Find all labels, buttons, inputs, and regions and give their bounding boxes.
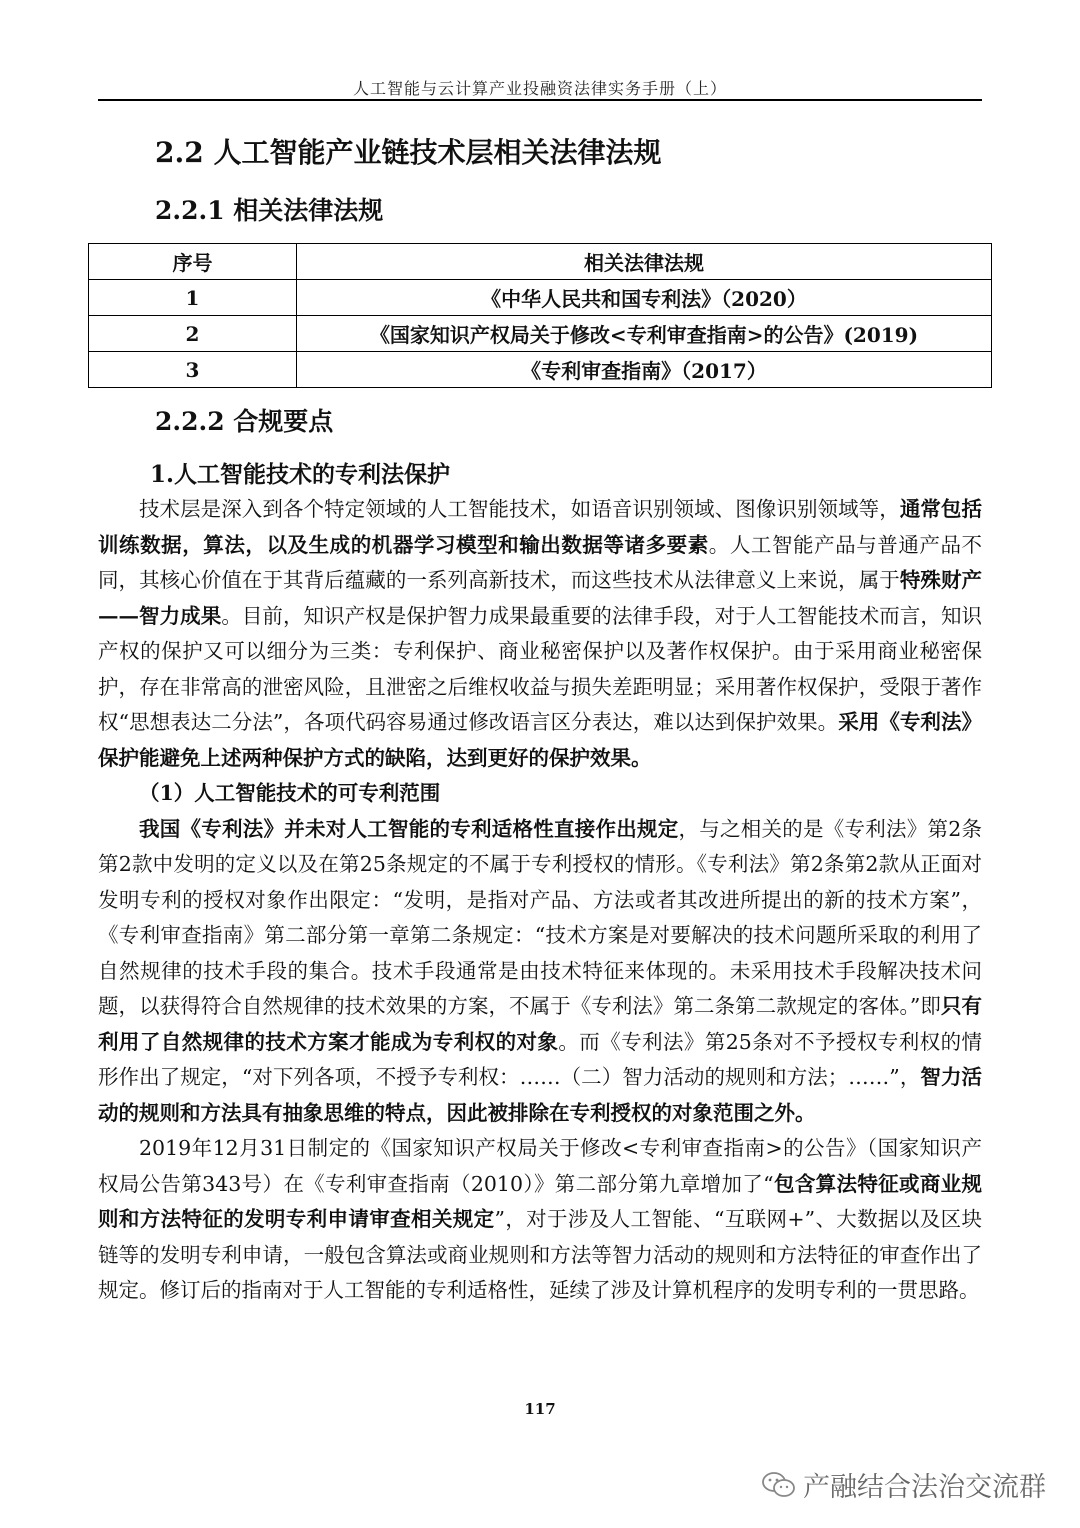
para2-bold-3: 智力活动的规则和方法具有抽象思维的特点，因此被排除在专利授权的对象范围之外。 bbox=[98, 1065, 982, 1125]
page-number: 117 bbox=[524, 1400, 556, 1418]
para1-text-3: 。目前，知识产权是保护智力成果最重要的法律手段，对于人工智能技术而言，知识产权的保护又可以细分为三类：专利保护、商业秘密保护以及著作权保护。由于采用商业秘密保护，存在非常高的泄密风险，且泄密之后维权收益与损失差距明显；采用著作权保护，受限于著作权“思想表达二分法”，各项代码容易通过修改语言区分表达，难以达到保护效果。 bbox=[98, 603, 983, 734]
para1-text-2: 。人工智能产品与普通产品不同，其核心价值在于其背后蕴藏的一系列高新技术，而这些技术从法律意义上来说，属于 bbox=[98, 532, 983, 592]
column-header-index: 序号 bbox=[89, 244, 297, 280]
para2-text-1: ，与之相关的是《专利法》第2条第2款中发明的定义以及在第25条规定的不属于专利授权的情形。《专利法》第2条第2款从正面对发明专利的授权对象作出限定：“发明，是指对产品、方法或者其改进所提出的新的技术方案”，《专利审查指南》第二部分第一章第二条规定：“技术方案是对要解决的技术问题所采取的利用了自然规律的技术手段的集合。技术手段通常是由技术特征来体现的。未采用技术手段解决技术问题，以获得符合自然规律的技术效果的方案，不属于《专利法》第二条第二款规定的客体。”即 bbox=[98, 816, 982, 1018]
para2-bold-1: 我国《专利法》并未对人工智能的专利适格性直接作出规定 bbox=[139, 816, 679, 841]
table-cell-law: 《中华人民共和国专利法》（2020） bbox=[297, 280, 992, 316]
header-rule bbox=[98, 99, 982, 101]
laws-table bbox=[88, 243, 992, 388]
paragraph-1 bbox=[98, 492, 982, 776]
table-cell-law: 《国家知识产权局关于修改<专利审查指南>的公告》(2019) bbox=[297, 316, 992, 352]
table-cell-index: 2 bbox=[89, 316, 297, 352]
body-text bbox=[98, 492, 982, 1309]
heading-patent-protection: 1.人工智能技术的专利法保护 bbox=[150, 461, 451, 488]
para1-bold-3: 采用《专利法》保护能避免上述两种保护方式的缺陷，达到更好的保护效果。 bbox=[98, 710, 983, 770]
subsection-title-compliance: 2.2.2 合规要点 bbox=[155, 407, 334, 436]
table-row bbox=[89, 352, 992, 388]
table-header-row bbox=[89, 244, 992, 280]
wechat-icon bbox=[761, 1471, 797, 1499]
para2-text-2: 。而《专利法》第25条对不予授权专利权的情形作出了规定，“对下列各项，不授予专利权：……（二）智力活动的规则和方法；……”， bbox=[98, 1029, 982, 1089]
paragraph-3 bbox=[98, 1131, 982, 1309]
table-cell-index: 1 bbox=[89, 280, 297, 316]
para1-bold-1: 通常包括训练数据，算法，以及生成的机器学习模型和输出数据等诸多要素 bbox=[98, 497, 982, 557]
table-row bbox=[89, 316, 992, 352]
para2-bold-2: 只有利用了自然规律的技术方案才能成为专利权的对象 bbox=[98, 994, 983, 1054]
table-cell-index: 3 bbox=[89, 352, 297, 388]
subsection-title-laws: 2.2.1 相关法律法规 bbox=[155, 196, 384, 225]
para1-text-1: 技术层是深入到各个特定领域的人工智能技术，如语音识别领域、图像识别领域等， bbox=[139, 497, 900, 521]
running-header: 人工智能与云计算产业投融资法律实务手册（上） bbox=[352, 79, 727, 98]
column-header-law: 相关法律法规 bbox=[297, 244, 992, 280]
para3-text-2: ”，对于涉及人工智能、“互联网+”、大数据以及区块链等的发明专利申请，一般包含算法或商业规则和方法等智力活动的规则和方法特征的审查作出了规定。修订后的指南对于人工智能的专利适格性，延续了涉及计算机程序的发明专利的一贯思路。 bbox=[98, 1207, 983, 1302]
para3-bold-1: 包含算法特征或商业规则和方法特征的发明专利申请审查相关规定 bbox=[98, 1171, 983, 1231]
section-title: 2.2 人工智能产业链技术层相关法律法规 bbox=[155, 136, 662, 169]
paragraph-2 bbox=[98, 812, 982, 1132]
para1-bold-2: 特殊财产——智力成果 bbox=[98, 568, 983, 628]
subheading-patentable-scope: （1）人工智能技术的可专利范围 bbox=[139, 781, 441, 805]
para3-text-1: 2019年12月31日制定的《国家知识产权局关于修改<专利审查指南>的公告》（国家知识产权局公告第343号）在《专利审查指南（2010）》第二部分第九章增加了“ bbox=[98, 1136, 982, 1196]
watermark-text: 产融结合法治交流群 bbox=[803, 1472, 1046, 1503]
table-cell-law: 《专利审查指南》（2017） bbox=[297, 352, 992, 388]
table-row bbox=[89, 280, 992, 316]
watermark bbox=[761, 1465, 1046, 1504]
